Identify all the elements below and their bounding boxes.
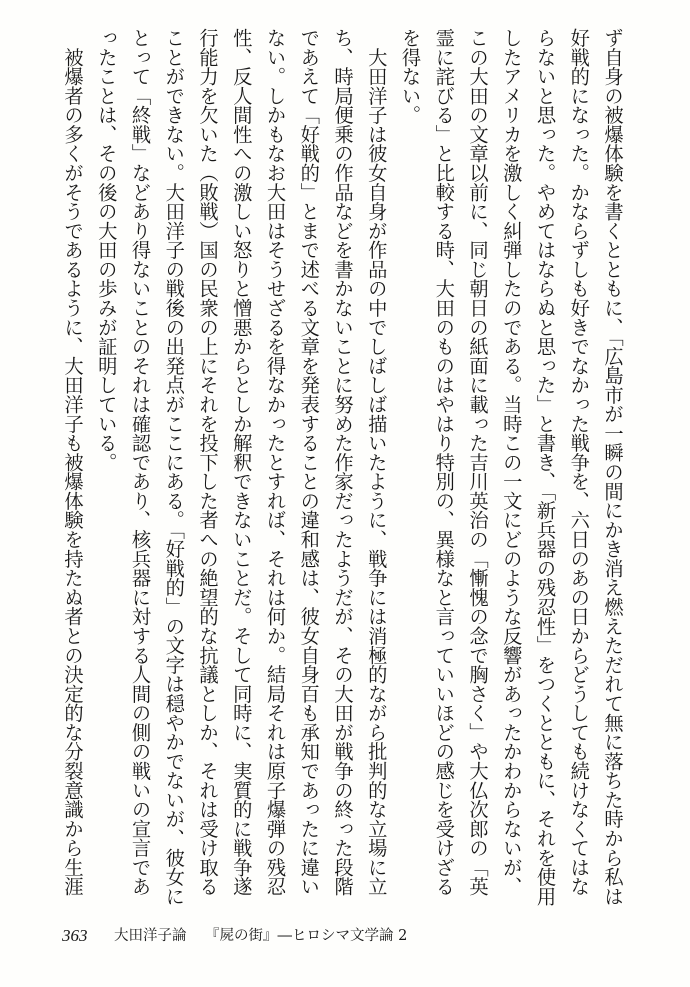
paragraph bbox=[55, 28, 89, 923]
text-line: を得ない。 bbox=[398, 28, 422, 125]
running-footer bbox=[0, 924, 690, 948]
book-title: 『屍の街』―ヒロシマ文学論 2 bbox=[205, 928, 408, 944]
text-line: ず自身の被爆体験を書くとともに、「広島市が一瞬の間にかき消え燃えただれて無に落ちた時から私は bbox=[601, 28, 624, 906]
text-line: 霊に詫びる」と比較する時、大田のものはやはり特別の、異様なと言っていいほどの感じを受けざる bbox=[432, 28, 456, 897]
text-line: ち、時局便乗の作品などを書かないことに努めた作家だったようだが、その大田が戦争の終った段階 bbox=[331, 28, 354, 897]
text-line: 性、反人間性への激しい怒りと憎悪からとしか解釈できないことだ。そして同時に、実質的に戦争遂 bbox=[229, 28, 253, 897]
text-line: ったことは、その後の大田の歩みが証明している。 bbox=[94, 28, 118, 472]
text-line: とって「終戦」などあり得ないことのそれは確認であり、核兵器に対する人間の側の戦いの宣言であ bbox=[128, 28, 152, 897]
text-line: したアメリカを激しく糾弾したのである。当時この一文にどのような反響があったかわからないが、 bbox=[499, 28, 523, 897]
text-line: 好戦的になった。かならずしも好きでなかった戦争を、六日のあの日からどうしても続けなくてはな bbox=[567, 28, 591, 897]
paragraph bbox=[393, 28, 629, 923]
text-line: ない。しかもなお大田はそうせざるを得なかったとすれば、それは何か。結局それは原子爆弾の残忍 bbox=[263, 28, 287, 897]
text-line: 行能力を欠いた（敗戦）国の民衆の上にそれを投下した者への絶望的な抗議としか、それは受け取る bbox=[196, 28, 219, 897]
paragraph bbox=[89, 28, 393, 923]
text-line: ことができない。大田洋子の戦後の出発点がここにある。「好戦的」の文字は穏やかでないが、彼女に bbox=[162, 28, 186, 906]
section-title: 大田洋子論 bbox=[114, 928, 187, 944]
page-number: 363 bbox=[62, 926, 88, 945]
text-line: らないと思った。やめてはならぬと思った」と書き、「新兵器の残忍性」をつくとともに、それを使用 bbox=[533, 28, 557, 906]
text-line: であえて「好戦的」とまで述べる文章を発表することの違和感は、彼女自身百も承知であったに違い bbox=[297, 28, 321, 897]
text-line: 大田洋子は彼女自身が作品の中でしばしば描いたように、戦争には消極的ながら批判的な立場に立 bbox=[364, 28, 388, 897]
text-line: 被爆者の多くがそうであるように、大田洋子も被爆体験を持たぬ者との決定的な分裂意識から生涯 bbox=[61, 28, 84, 897]
body-text bbox=[55, 28, 629, 923]
text-line: この大田の文章以前に、同じ朝日の紙面に載った吉川英治の「慚愧の念で胸さく」や大仏次郎の「英 bbox=[466, 28, 489, 897]
